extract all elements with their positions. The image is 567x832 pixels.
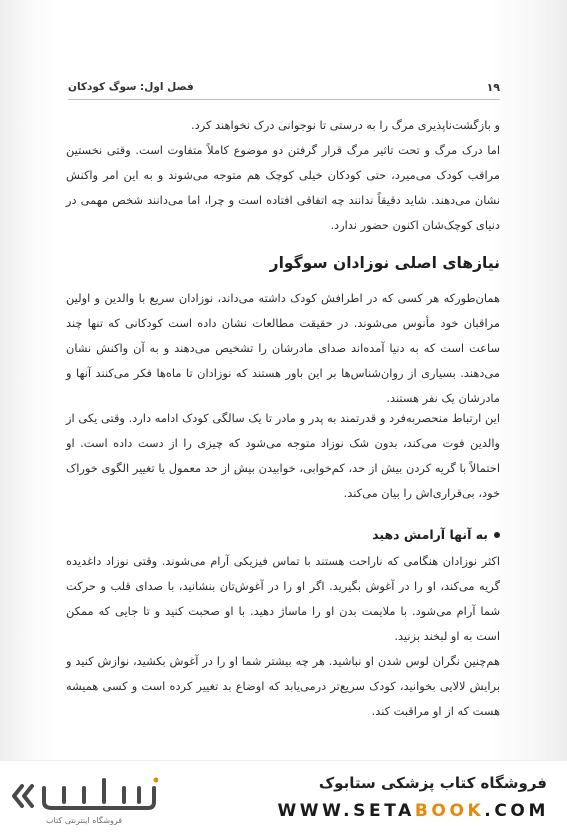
section-heading-text: نیازهای اصلی نوزادان سوگوار bbox=[269, 254, 500, 272]
paragraph-6 bbox=[66, 649, 500, 724]
paragraph-text: اما درک مرگ و تحت تاثیر مرگ قرار گرفتن دو موضوع کاملاً متفاوت است. وقتی نخستین مراقب کودک می‌میرد، حتی کودکان خیلی کوچک هم متوجه می‌شوند و به این امر واکنش نشان می‌دهند. شاید دقیقاً ندانند چه اتفاقی افتاده است و چرا، اما می‌دانند شخص مهمی در دنیای کوچک‌شان اکنون حضور ندارد. bbox=[66, 143, 500, 232]
paragraph-2 bbox=[66, 138, 500, 238]
page-number: ۱۹ bbox=[486, 80, 500, 94]
paragraph-text: هم‌چنین نگران لوس شدن او نباشید. هر چه بیشتر شما او را در آغوش بکشید، نوازش کنید و برایش لالایی بخوانید، کودک سریع‌تر درمی‌یابد که اوضاع بد تغییر کرده است و کسی همیشه هست که از او مراقبت کند. bbox=[66, 654, 500, 718]
paragraph-4 bbox=[66, 406, 500, 506]
paragraph-3 bbox=[66, 286, 500, 411]
url-suffix: .COM bbox=[484, 801, 549, 821]
paragraph-text: و بازگشت‌ناپذیری مرگ را به درستی تا نوجوانی درک نخواهند کرد. bbox=[191, 118, 500, 132]
url-prefix: WWW.SETA bbox=[277, 801, 415, 821]
bullet-icon bbox=[494, 532, 500, 538]
chapter-title: فصل اول: سوگ کودکان bbox=[68, 81, 194, 93]
header-divider bbox=[68, 99, 500, 100]
paragraph-text: اکثر نوزادان هنگامی که ناراحت هستند با تماس فیزیکی آرام می‌شوند. وقتی نوزاد داغدیده گریه می‌کند، او را در آغوش بگیرید. اگر او را در آغوش‌تان بنشانید، با صدای قلب و حرکت شما آرام می‌شود. با ملایمت بدن او را ماساژ دهید. با او صحبت کنید و تا جایی که ممکن است به او لبخند بزنید. bbox=[66, 554, 500, 643]
bullet-subheading bbox=[66, 524, 500, 546]
store-name: فروشگاه کتاب پزشکی ستابوک bbox=[318, 774, 547, 792]
running-header bbox=[68, 77, 500, 97]
logo-caption: فروشگاه اینترنتی کتاب bbox=[46, 816, 123, 825]
paragraph-text: این ارتباط منحصربه‌فرد و قدرتمند به پدر و مادر تا یک سالگی کودک ادامه دارد. وقتی یکی از والدین فوت می‌کند، بدون شک نوزاد متوجه می‌شود که چیزی را از دست داده است. او احتمالاً با گریه کردن بیش از حد، کم‌خوابی، خوابیدن بیش از حد معمول یا تغییر الگوی خوراک خود، بی‌قراری‌اش را بیان می‌کند. bbox=[66, 411, 500, 500]
paragraph-text: همان‌طورکه هر کسی که در اطرافش کودک داشته می‌داند، نوزادان سریع با والدین و اولین مراقبان خود مأنوس می‌شوند. در حقیقت مطالعات نشان داده است کودکانی که تنها چند ساعت است که به دنیا آمده‌اند صدای مادرشان را تشخیص می‌دهند و به آن واکنش نشان می‌دهند. بسیاری از روان‌شناس‌ها بر این باور هستند که نوزادان تا ماه‌ها فکر می‌کنند آنها و مادرشان یک نفر هستند. bbox=[66, 291, 500, 405]
paragraph-1 bbox=[66, 113, 500, 138]
section-heading bbox=[66, 250, 500, 276]
url-accent: BOOK bbox=[414, 801, 485, 821]
subheading-text: به آنها آرامش دهید bbox=[372, 527, 488, 542]
paragraph-5 bbox=[66, 549, 500, 649]
store-url-link[interactable] bbox=[277, 801, 549, 821]
